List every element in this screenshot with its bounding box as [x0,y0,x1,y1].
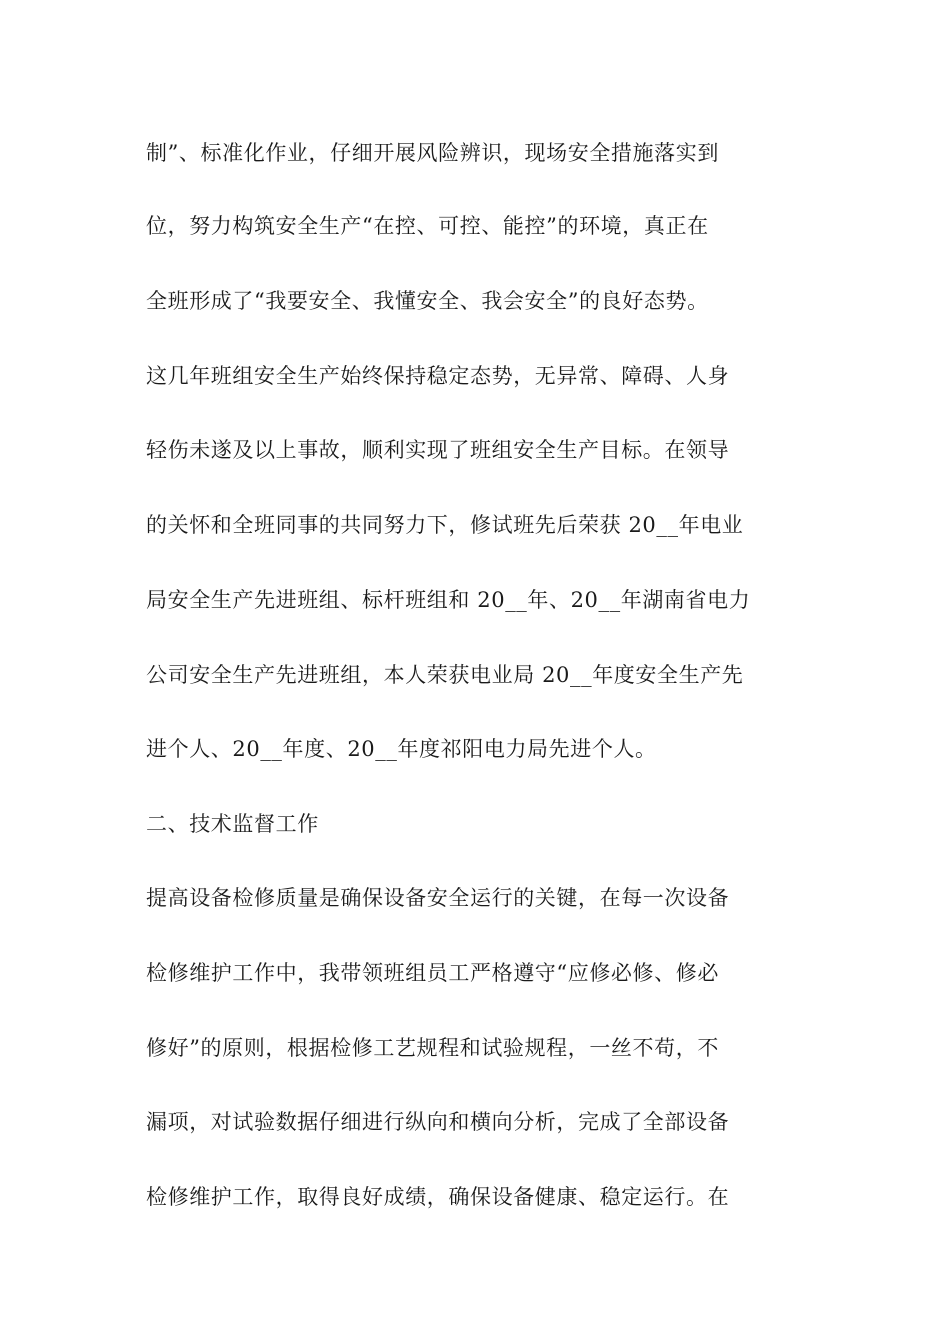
text-line: 的关怀和全班同事的共同努力下，修试班先后荣获 20__年电业 [146,513,744,537]
text-line: 检修维护工作中，我带领班组员工严格遵守“应修必修、修必 [146,961,719,985]
text-line: 进个人、20__年度、20__年度祁阳电力局先进个人。 [146,737,657,761]
text-line: 漏项，对试验数据仔细进行纵向和横向分析，完成了全部设备 [146,1110,730,1134]
section-heading: 二、技术监督工作 [146,812,319,836]
text-line: 提高设备检修质量是确保设备安全运行的关键，在每一次设备 [146,886,730,910]
text-line: 修好”的原则，根据检修工艺规程和试验规程，一丝不苟，不 [146,1036,719,1060]
text-line: 全班形成了“我要安全、我懂安全、我会安全”的良好态势。 [146,289,709,313]
text-line: 检修维护工作，取得良好成绩，确保设备健康、稳定运行。在 [146,1185,730,1209]
text-line: 制”、标准化作业，仔细开展风险辨识，现场安全措施落实到 [146,141,719,165]
text-line: 局安全生产先进班组、标杆班组和 20__年、20__年湖南省电力 [146,588,751,612]
text-line: 位，努力构筑安全生产“在控、可控、能控”的环境，真正在 [146,214,709,238]
text-line: 轻伤未遂及以上事故，顺利实现了班组安全生产目标。在领导 [146,438,730,462]
text-line: 公司安全生产先进班组，本人荣获电业局 20__年度安全生产先 [146,663,744,687]
text-line: 这几年班组安全生产始终保持稳定态势，无异常、障碍、人身 [146,364,730,388]
